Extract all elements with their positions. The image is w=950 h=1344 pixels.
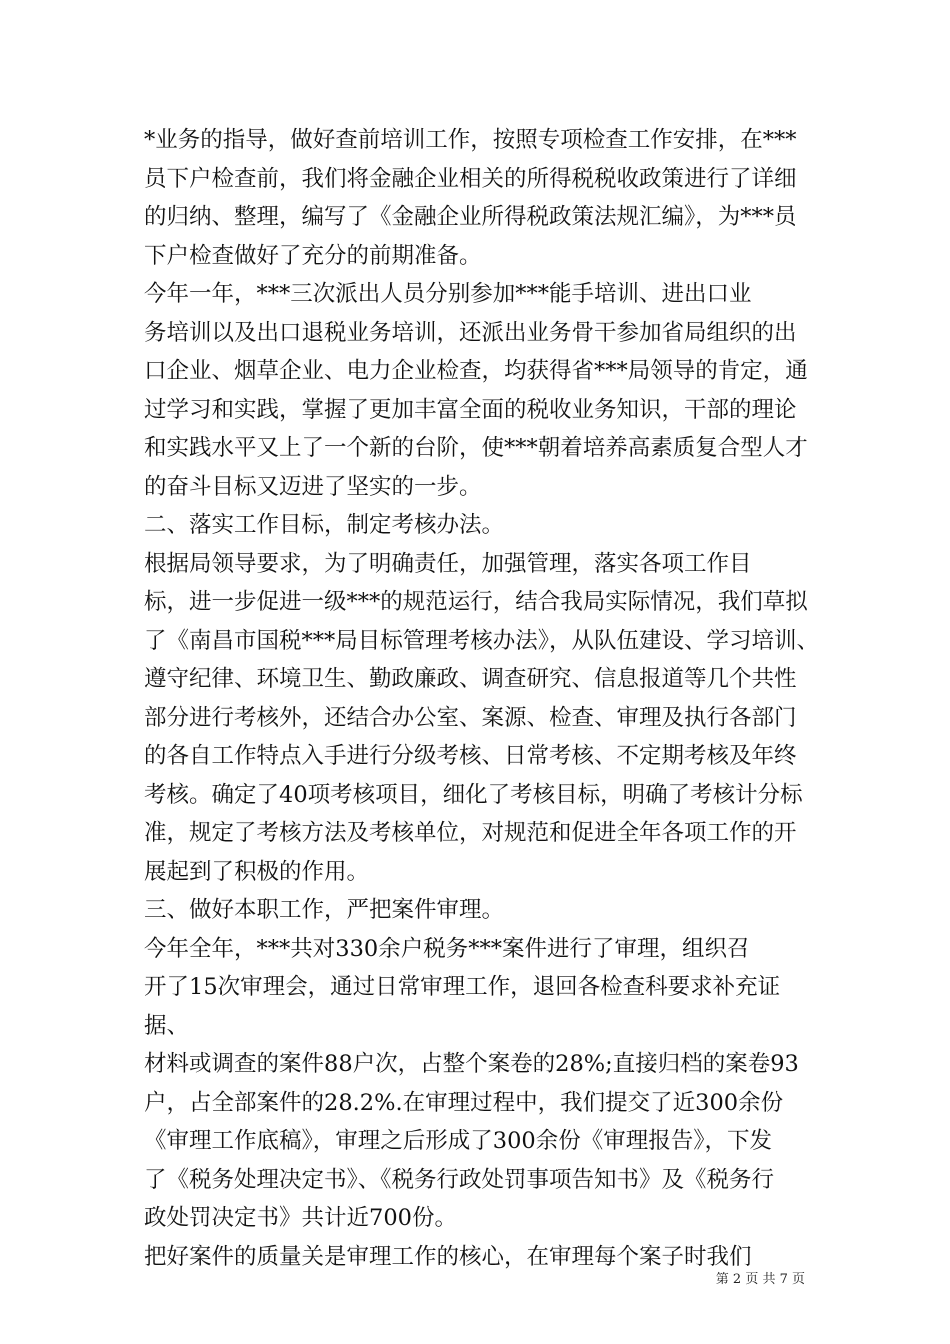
paragraph-1: *业务的指导，做好查前培训工作，按照专项检查工作安排，在*** 员下户检查前，我们将金融企业相关的所得税税收政策进行了详细 的归纳、整理，编写了《金融企业所得税政策法规汇编》，为***员 下户检查做好了充分的前期准备。	[144, 127, 797, 269]
paragraph-3: 根据局领导要求，为了明确责任，加强管理，落实各项工作目 标，进一步促进一级***的规范运行，结合我局实际情况，我们草拟 了《南昌市国税***局目标管理考核办法》，从队伍建设、学习培训、 遵守纪律、环境卫生、勤政廉政、调查研究、信息报道等几个共性 部分进行考核外，还结合办公室、案源、检查、审理及执行各部门 的各自工作特点入手进行分级考核、日常考核、不定期考核及年终 考核。确定了40项考核项目，细化了考核目标，明确了考核计分标 准，规定了考核方法及考核单位，对规范和促进全年各项工作的开 展起到了积极的作用。	[144, 550, 820, 885]
paragraph-2: 今年一年，***三次派出人员分别参加***能手培训、进出口业 务培训以及出口退税业务培训，还派出业务骨干参加省局组织的出 口企业、烟草企业、电力企业检查，均获得省***局领导的肯定，通 过学习和实践，掌握了更加丰富全面的税收业务知识，干部的理论 和实践水平又上了一个新的台阶，使***朝着培养高素质复合型人才 的奋斗目标又迈进了坚实的一步。	[144, 281, 808, 500]
section-heading-3: 三、做好本职工作，严把案件审理。	[144, 897, 505, 923]
page-number: 第 2 页 共 7 页	[715, 1272, 805, 1287]
paragraph-4: 今年全年，***共对330余户税务***案件进行了审理，组织召 开了15次审理会，通过日常审理工作，退回各检查科要求补充证据、 材料或调查的案件88户次，占整个案卷的28%;直接归档的案卷93 户，占全部案件的28.2%.在审理过程中，我们提交了近300余份 《审理工作底稿》，审理之后形成了300余份《审理报告》，下发 了《税务处理决定书》、《税务行政处罚事项告知书》及《税务行 政处罚决定书》共计近700份。	[144, 935, 799, 1231]
section-heading-2: 二、落实工作目标，制定考核办法。	[144, 512, 505, 538]
paragraph-5: 把好案件的质量关是审理工作的核心，在审理每个案子时我们	[144, 1243, 752, 1270]
document-body	[144, 121, 820, 1276]
